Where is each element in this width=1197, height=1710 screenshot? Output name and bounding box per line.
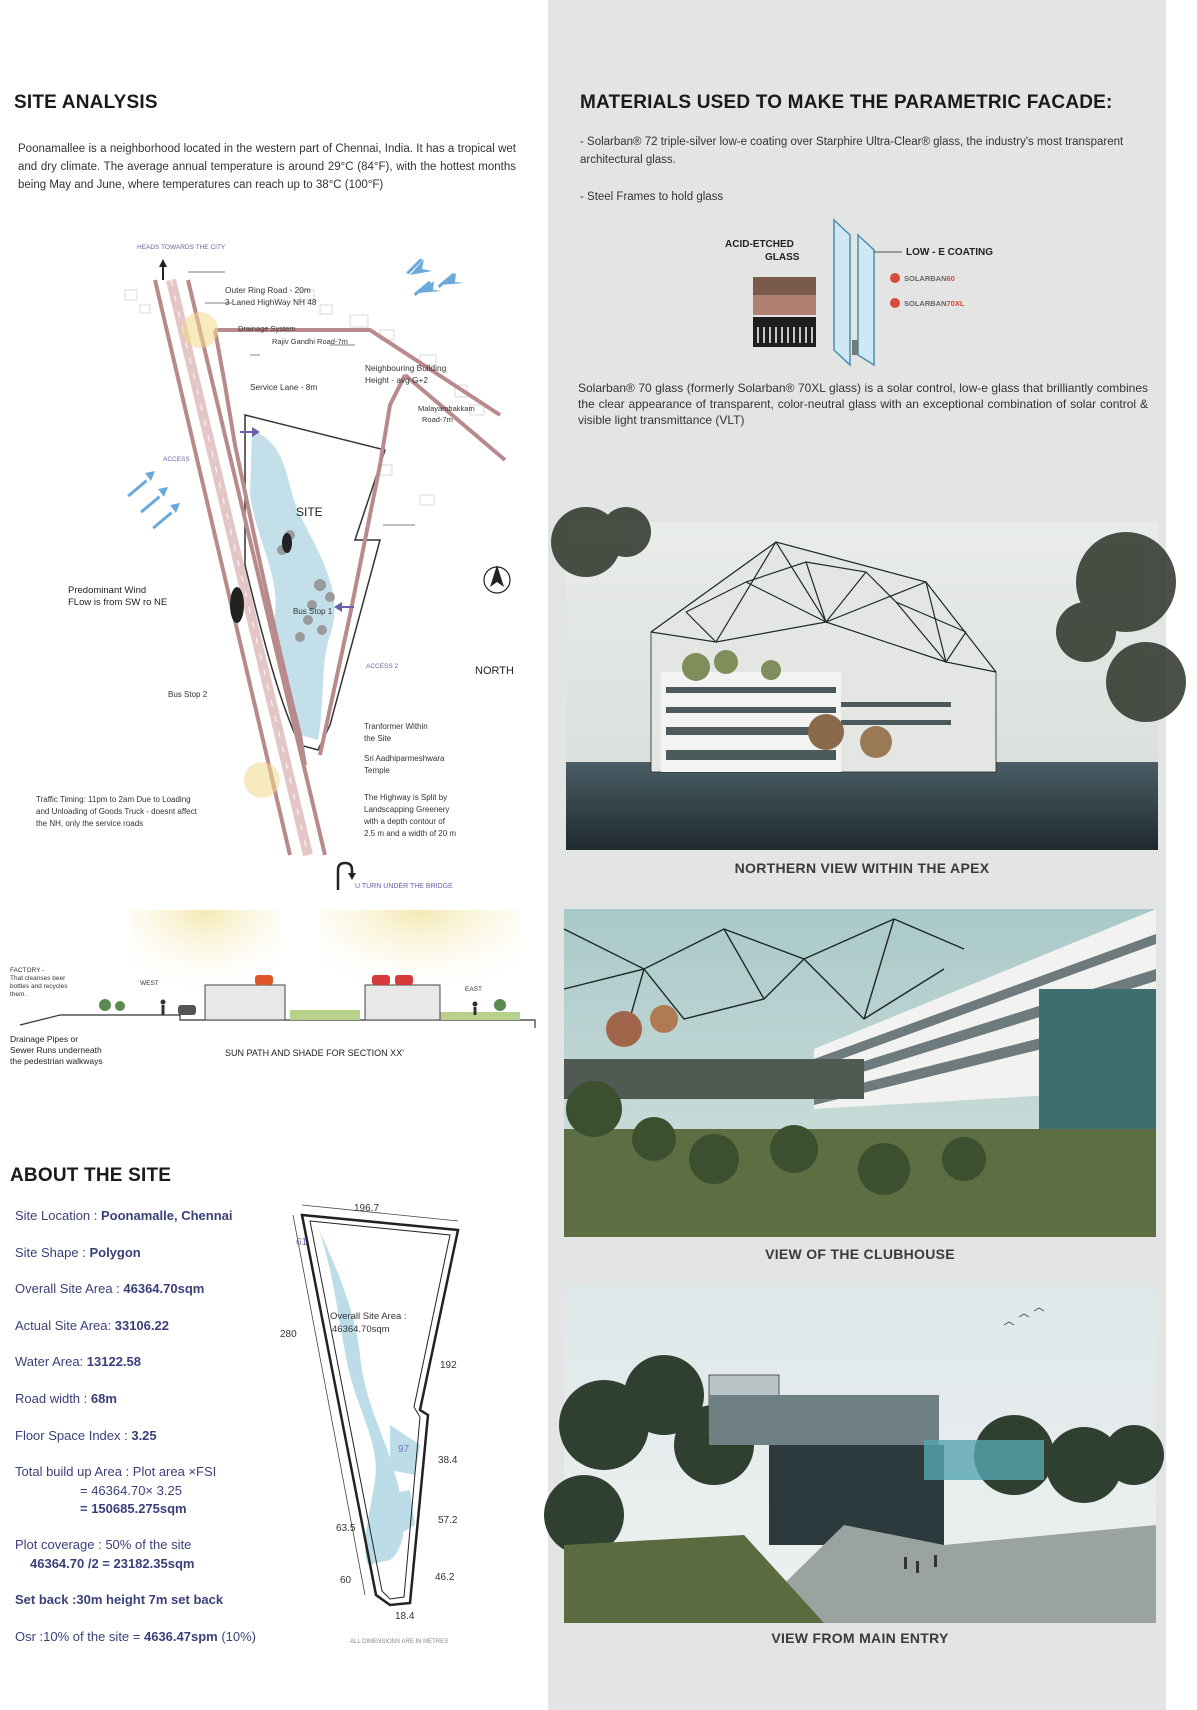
arrow-up-icon (159, 259, 167, 280)
drainage-pipes-label-2: Sewer Runs underneath (10, 1045, 102, 1055)
factory-label-3: bottles and recycles (10, 983, 68, 990)
u-turn-icon (338, 863, 356, 890)
spacer (852, 340, 858, 355)
solarban-logo-icon (890, 298, 900, 308)
greenery (440, 1012, 520, 1020)
acid-etched-label: ACID-ETCHED (725, 239, 794, 250)
wind-flow-label: Predominant Wind (68, 585, 147, 596)
transformer-label: Tranformer Within (364, 722, 428, 731)
access-1-label: ACCESS (163, 456, 190, 463)
traffic-timing-label-2: and Unloading of Goods Truck - doesnt affect (36, 807, 197, 816)
malayambakkam-road-label: Malayambakkam (418, 404, 475, 413)
temple-label: Sri Aadhiparmeshwara (364, 754, 445, 763)
dim-280: 280 (280, 1329, 297, 1340)
build-up-area-result: = 150685.275sqm (80, 1501, 187, 1516)
plan-area-value: 46364.70sqm (332, 1324, 390, 1335)
dim-38: 38.4 (438, 1455, 458, 1466)
wind-arrow-icon (127, 471, 180, 529)
bus-stop-1-label: Bus Stop 1 (293, 607, 333, 616)
overall-area-row: Overall Site Area : 46364.70sqm (15, 1281, 205, 1296)
temple-label-2: Temple (364, 766, 390, 775)
acid-etched-label-2: GLASS (765, 252, 800, 263)
solarban-description: Solarban® 70 glass (formerly Solarban® 70XL glass) is a solar control, low-e glass that brilliantly combines the clear appearance of transparent, color-neutral glass with an exceptional combination of solar control & visible light transmittance (VLT) (578, 381, 1148, 427)
bus-stop-2-label: Bus Stop 2 (168, 690, 208, 699)
solarban-70xl-label: SOLARBAN70XL (904, 299, 965, 308)
materials-bullet-1: - Solarban® 72 triple-silver low-e coating over Starphire Ultra-Clear® glass, the industry's most transparent architectural glass. (580, 136, 1124, 166)
dim-192: 192 (440, 1360, 457, 1371)
wind-arrow-icon (406, 249, 464, 296)
dim-63: 63.5 (336, 1523, 356, 1534)
plan-note: ALL DIMENSIONS ARE IN METRES (350, 1639, 449, 1645)
neighbouring-building-label: Neighbouring Building (365, 363, 447, 373)
neighbouring-building-label-2: Height - avg G+2 (365, 375, 428, 385)
drainage-pipes-label: Drainage Pipes or (10, 1034, 79, 1044)
flyover-east (365, 985, 440, 1020)
highway-split-label-3: with a depth contour of (364, 817, 445, 826)
water-area-row: Water Area: 13122.58 (15, 1354, 142, 1369)
north-label: NORTH (475, 665, 514, 677)
traffic-timing-label: Traffic Timing: 11pm to 2am Due to Loading (36, 795, 191, 804)
highway-split-label-2: Landscapping Greenery (364, 805, 450, 814)
right-margin (1166, 0, 1197, 1710)
northern-view-render (566, 522, 1158, 850)
glass-pane-outer (834, 220, 850, 365)
flyover-west (205, 985, 285, 1020)
plot-coverage-line: Plot coverage : 50% of the site (15, 1537, 192, 1552)
site-shape-row: Site Shape : Polygon (15, 1245, 141, 1260)
dim-18: 18.4 (395, 1611, 415, 1622)
main-entry-caption: VIEW FROM MAIN ENTRY (771, 1630, 949, 1646)
traffic-timing-label-3: the NH, only the service roads (36, 819, 144, 828)
dim-61: 61 (296, 1237, 308, 1248)
floating-block (709, 1395, 939, 1445)
highway-split-label-4: 2.5 m and a width of 20 m (364, 829, 457, 838)
pool (924, 1440, 1044, 1480)
glass-pane-inner (858, 235, 874, 365)
site-analysis-title: SITE ANALYSIS (14, 92, 158, 113)
actual-area-row: Actual Site Area: 33106.22 (15, 1318, 169, 1333)
factory-label-4: them. (10, 991, 27, 998)
access-2-label: ACCESS 2 (366, 663, 399, 670)
service-lane-label: Service Lane - 8m (250, 382, 318, 392)
car-icon (255, 975, 273, 985)
northern-view-caption: NORTHERN VIEW WITHIN THE APEX (734, 860, 990, 876)
transformer-label-2: the Site (364, 734, 392, 743)
site-map (0, 235, 540, 895)
dim-46: 46.2 (435, 1572, 455, 1583)
median-greenery (290, 1010, 360, 1020)
car-icon (372, 975, 390, 985)
solarban-60-label: SOLARBAN60 (904, 274, 955, 283)
solarban-logo-icon (890, 273, 900, 283)
car-icon (395, 975, 413, 985)
u-turn-label: U TURN UNDER THE BRIDGE (355, 883, 453, 890)
road-width-row: Road width : 68m (15, 1391, 117, 1406)
east-label: EAST (465, 986, 482, 993)
fsi-row: Floor Space Index : 3.25 (15, 1428, 157, 1443)
outer-ring-road-label: Outer Ring Road - 20m (225, 285, 311, 295)
materials-title: MATERIALS USED TO MAKE THE PARAMETRIC FACADE: (580, 92, 1113, 113)
traffic-highlight (244, 762, 280, 798)
osr-line: Osr :10% of the site = 4636.47spm (10%) (15, 1629, 257, 1644)
clubhouse-render (564, 909, 1156, 1237)
malayambakkam-road-label-2: Road-7m (422, 415, 453, 424)
rajiv-gandhi-road (215, 330, 500, 415)
dim-60: 60 (340, 1575, 352, 1586)
factory-label-2: That cleanses beer (10, 975, 66, 982)
dim-97: 97 (398, 1444, 410, 1455)
wind-flow-label-2: FLow is from SW ro NE (68, 597, 168, 608)
acid-etched-sample-lower (753, 295, 816, 315)
clubhouse-caption: VIEW OF THE CLUBHOUSE (765, 1246, 955, 1262)
west-label: WEST (140, 980, 159, 987)
north-arrow-icon (484, 565, 510, 593)
outer-ring-road-label-2: 3 Laned HighWay NH 48 (225, 297, 317, 307)
glass-diagram (720, 215, 1010, 375)
drainage-highlight (182, 312, 218, 348)
build-up-area-line: Total build up Area : Plot area ×FSI (15, 1464, 217, 1479)
heads-towards-city-label: HEADS TOWARDS THE CITY (137, 244, 226, 251)
site-analysis-paragraph: Poonamallee is a neighborhood located in the western part of Chennai, India. It has a tropical wet and dry climate. The average annual temperature is around 29°C (84°F), with the hottest months being May and June, where temperatures can reach up to 38°C (100°F) (18, 143, 516, 191)
low-e-label: LOW - E COATING (906, 247, 994, 258)
dimension-line (302, 1205, 458, 1221)
materials-bullet-2: - Steel Frames to hold glass (580, 191, 724, 203)
car-icon (178, 1005, 196, 1015)
bus-stop-icon (230, 587, 244, 623)
dimension-line (293, 1215, 365, 1595)
section-caption: SUN PATH AND SHADE FOR SECTION XX' (225, 1048, 404, 1058)
plot-coverage-calc: 46364.70 /2 = 23182.35sqm (30, 1556, 195, 1571)
drainage-pipes-label-3: the pedestrian walkways (10, 1056, 103, 1066)
site-label: SITE (296, 505, 323, 519)
drainage-system-label: Drainage System (238, 324, 296, 333)
site-location-row: Site Location : Poonamalle, Chennai (15, 1208, 233, 1223)
plan-area-label: Overall Site Area : (330, 1311, 407, 1322)
highway-split-label: The Highway is Split by (364, 793, 448, 802)
bus-stop-icon (282, 533, 292, 553)
site-plan-polygon (280, 1185, 530, 1645)
sun-path-section (0, 910, 540, 1070)
build-up-area-calc: = 46364.70× 3.25 (80, 1483, 182, 1498)
factory-label: FACTORY - (10, 967, 45, 974)
main-entry-render (564, 1285, 1156, 1623)
lake (566, 762, 1158, 850)
about-site-title: ABOUT THE SITE (10, 1165, 172, 1186)
setback-line: Set back :30m height 7m set back (15, 1592, 224, 1607)
rajiv-gandhi-road-label: Rajiv Gandhi Road-7m (272, 337, 348, 346)
dim-57: 57.2 (438, 1515, 458, 1526)
dim-top: 196.7 (354, 1203, 380, 1214)
malayambakkam-road (320, 375, 405, 755)
